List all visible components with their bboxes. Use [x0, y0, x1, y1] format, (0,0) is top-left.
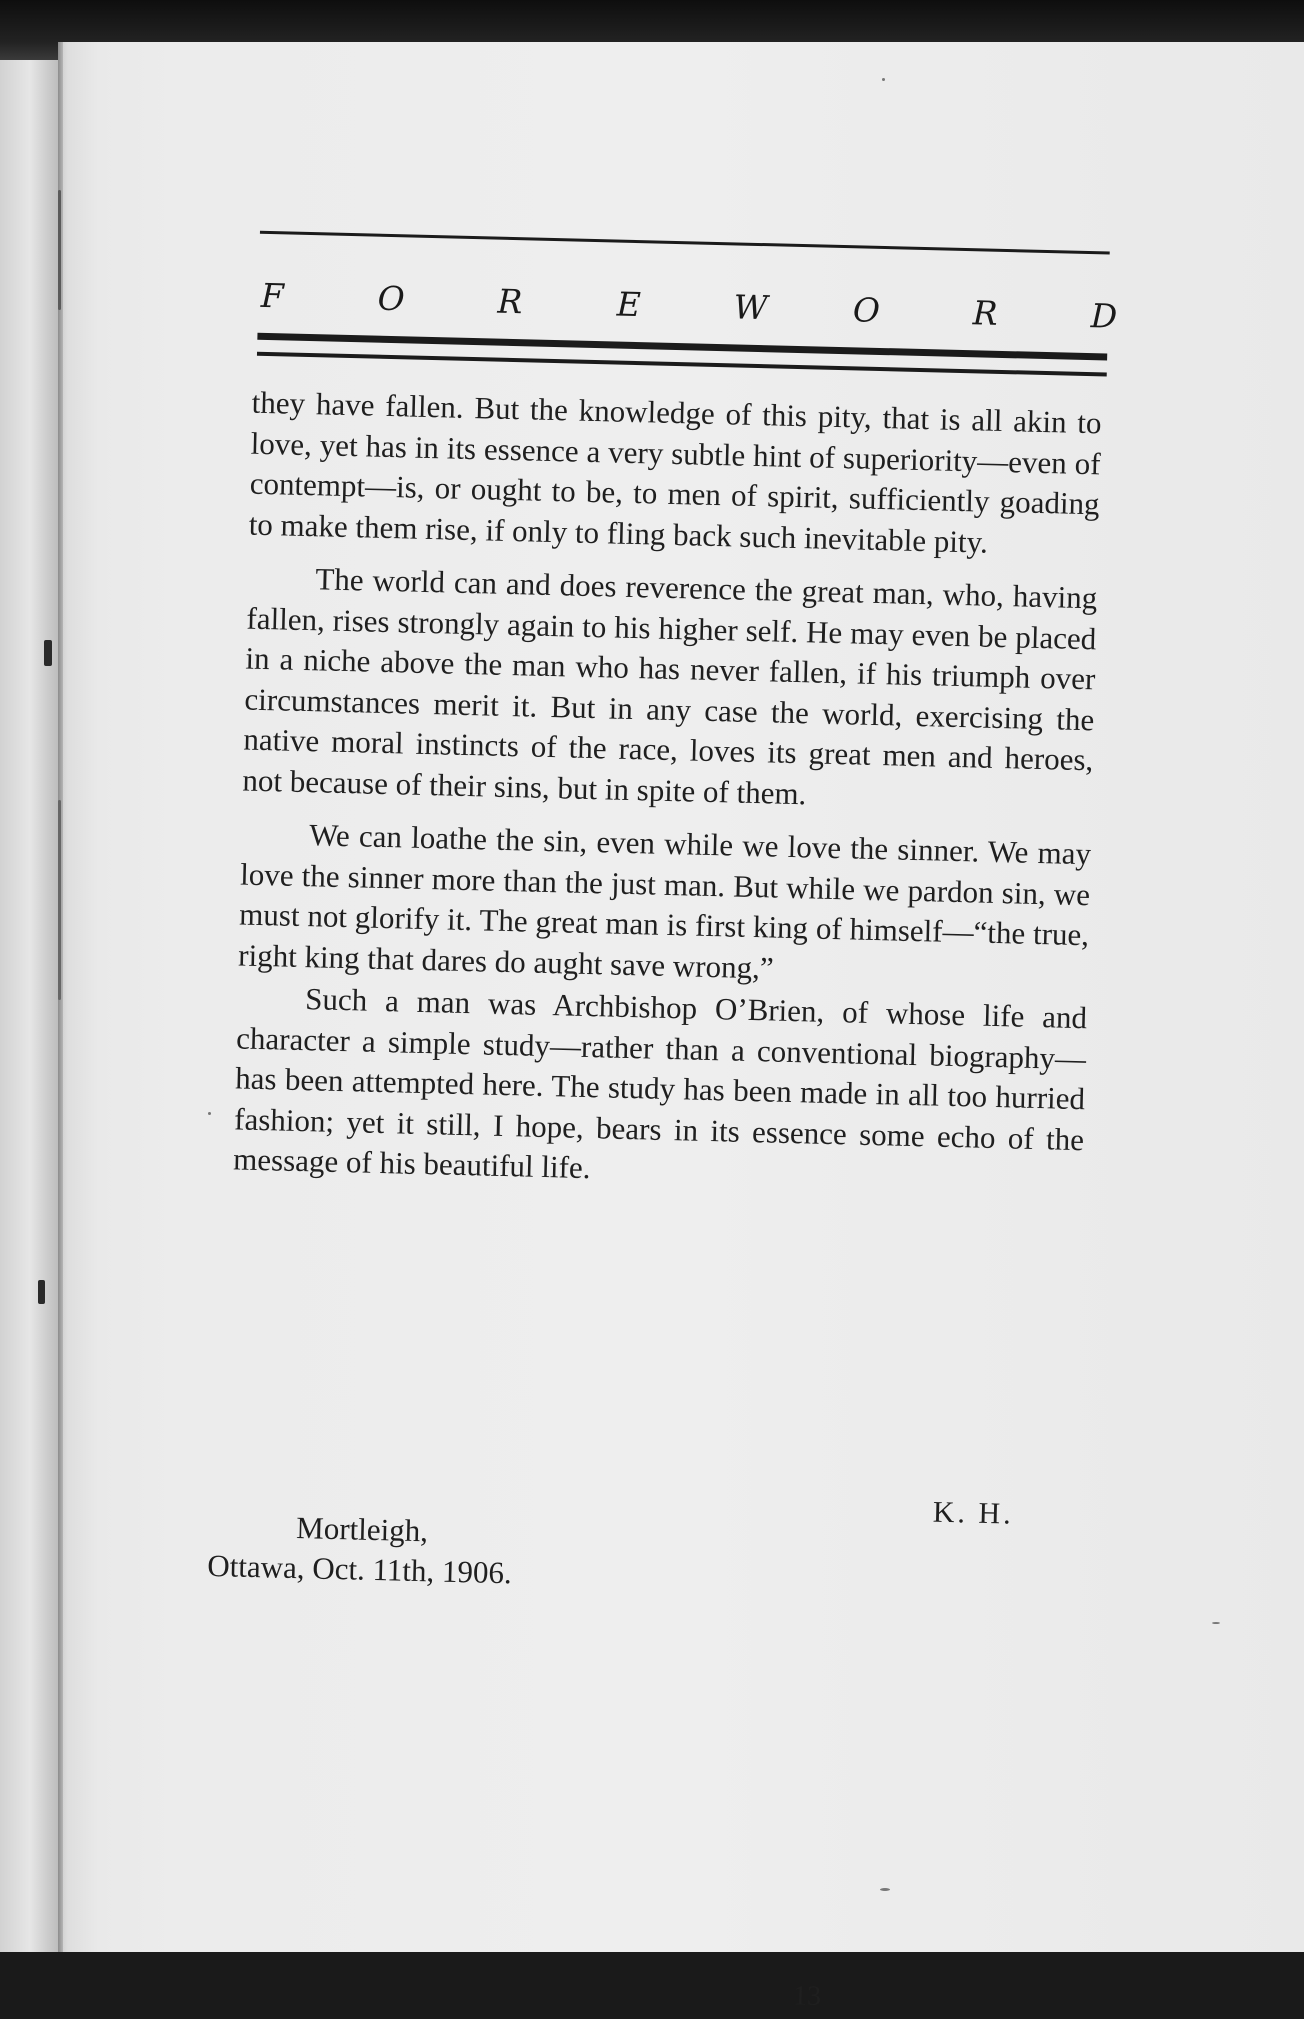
- binding-mark: [44, 640, 52, 666]
- binding-mark: [58, 190, 61, 310]
- paragraph: they have fallen. But the knowledge of this pity, that is all akin to love, yet has in its essence a very subtle hint of superiority—even of contempt—is, or ought to be, to men of spirit, sufficiently goading to make them rise, if only to fling back such inevitable pity.: [248, 384, 1102, 560]
- page-title: [258, 267, 1119, 344]
- dust-speck: [1212, 1622, 1220, 1624]
- binding-mark: [38, 1280, 45, 1304]
- signature-place: Mortleigh,: [295, 1510, 429, 1549]
- page-content: [189, 230, 1127, 2013]
- heading-letter: W: [733, 286, 769, 327]
- author-initials: K. H.: [932, 1495, 1015, 1531]
- dust-speck: [882, 78, 885, 81]
- heading-letter: R: [972, 292, 999, 333]
- paragraph: The world can and does reverence the great man, who, having fallen, rises strongly again to his higher self. He may even be placed in a niche above the man who has never fallen, if his triumph over circumstances merit it. But in any case the world, exercising the native moral instincts of the race, loves its great men and heroes, not because of their sins, but in spite of them.: [242, 561, 1098, 811]
- heading-letter: D: [1090, 295, 1118, 336]
- heading-letter: O: [377, 278, 406, 318]
- paragraph: We can loathe the sin, even while we love the sinner. We may love the sinner more than the just man. But while we pardon sin, we must not glorify it. The great man is first king of himself—“the true, right king that dares do aught save wrong,”: [237, 817, 1092, 986]
- heading-letter: E: [616, 284, 642, 324]
- heading-letter: O: [852, 289, 881, 330]
- page-number: 13: [792, 1980, 822, 2013]
- dust-speck: [880, 1888, 890, 1891]
- book-gutter: [0, 60, 58, 1952]
- binding-mark: [58, 800, 61, 1000]
- foreword-body: [233, 383, 1102, 1201]
- heading-letter: R: [497, 281, 523, 321]
- paragraph: Such a man was Archbishop O’Brien, of whose life and character a simple study—rather than a conventional biography—has been attempted here. The study has been made in all too hurried fashion; yet it still, I hope, bears in its essence some echo of the message of his beautiful life.: [232, 981, 1088, 1186]
- signature-date: Ottawa, Oct. 11th, 1906.: [206, 1547, 513, 1591]
- heading-letter: F: [260, 275, 285, 315]
